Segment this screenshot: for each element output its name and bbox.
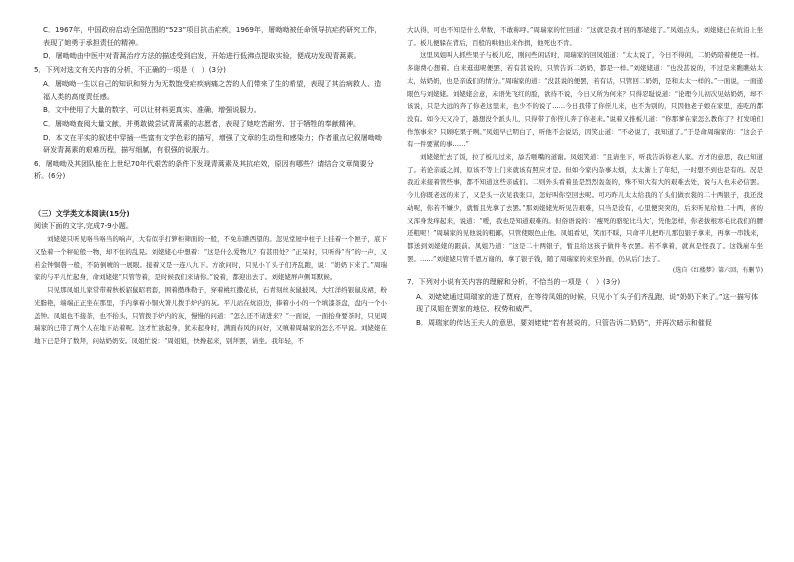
q5-option-c: C．屠呦呦查阅大量文献，并勇敢做尝试青蒿素的志愿者，表现了她吃苦耐劳、甘于牺牲的奉献精神。 bbox=[43, 119, 361, 129]
reading-instruction: 阅读下面的文字,完成7-9小题。 bbox=[34, 220, 133, 230]
passage-paragraph: 这里凤姐叫人抓些果子与板儿吃，刚问些闲话时，周瑞家的回凤姐道：“太太说了，今日不得闲，二奶奶陪着便是一样。多谢费心想着。白来逛逛呢便罢，若有甚说的，只管告诉二奶奶，都是一样。”刘姥姥道：“也没甚说的，不过是来瞧瞧姑太太，姑奶奶，也是亲戚们的情分。”周瑞家的道：“没甚说的便罢，若有话，只管回二奶奶，是和太太一样的。”一面说，一面递眼色与刘姥姥。刘姥姥会意，未语先飞红的脸，欲待不说，今日又所为何来？只得忍耻说道：“论理今儿初次见姑奶奶，却不该说，只是大远的奔了你老这里来，也少不的说了……今日我带了你侄儿来，也不为别的，只因他老子娘在家里，连吃的都没有。如今天又冷了，越想没个派头儿，只得带了你侄儿奔了你老来。”说着又推板儿道：“你那爹在家怎么教你了？打发咱们作煞事来？只顾吃果子咧。”凤姐早已明白了，听他不会说话，因笑止道：“不必说了，我知道了。”于是命周瑞家的：“这会子有一件要紧的事……” bbox=[407, 51, 763, 149]
answer-space bbox=[34, 185, 387, 205]
q7-stem: 7．下列对小说有关内容的理解和分析，不恰当的一项是（ ）(3分) bbox=[407, 277, 621, 287]
right-column bbox=[407, 24, 763, 331]
q5-option-d: D．本文在平实的叙述中穿插一些富有文学色彩的描写，增强了文章的生动性和感染力；作者重点记叙屠呦呦研发青蒿素的艰难历程，描写细腻，有很强的说服力。 bbox=[43, 132, 382, 155]
q4-option-d: D．屠呦呦由中医中对青蒿治疗方法的描述受到启发，开始进行低沸点提取实验，便成功发现青蒿素。 bbox=[43, 51, 361, 61]
q4-option-c: C．1967年，中国政府启动全国范围的“523”项目抗击疟疾，1969年，屠呦呦被任命领导抗疟药研究工作，表现了她勇于承担责任的精神。 bbox=[43, 25, 382, 47]
q5-option-a: A．屠呦呦一生以自己的知识和努力为无数饱受疟疾病痛之苦的人们带来了生的希望，表现了其治病救人、造福人类的高度责任感。 bbox=[43, 79, 382, 101]
q5-option-b: B．文中使用了大量的数字，可以让材料更真实、准确，增强说服力。 bbox=[43, 105, 261, 115]
left-column bbox=[34, 24, 387, 348]
passage-paragraph: 刘姥姥忙去了饭，拉了板儿过来，舔舌咂嘴的道谢。凤姐笑道：“且请坐下，听我告诉你老人家。方才的意思，我已知道了。若论亲戚之间，原该不等上门来就该有照应才是。但如今家内杂事太烦，太太渐上了年纪，一时想不到也是有的。况是我近来接着管些事，都不知道这些亲戚们。二则外头看着虽是烈烈轰轰的，殊不知大有大的艰难去处，说与人也未必信罢。今儿你既老远的来了，又是头一次见我张口，怎好叫你空回去呢。可巧昨儿太太给我的丫头们做衣裳的二十两银子，我还没动呢，你若不嫌少，就暂且先拿了去罢。”那刘姥姥先听见告艰难，只当是没有，心里便突突的，后来听见给他二十两，喜的又浑身发痒起来，说道：“嗳，我也是知道艰难的。但俗语说的：‘瘦死的骆驼比马大’，凭他怎样，你老拔根寒毛比我们的腰还粗呢！”周瑞家的见他说的粗鄙，只管使眼色止他。凤姐看见，笑而不睬，只命平儿把昨儿那包银子拿来，再拿一串钱来，都送到刘姥姥的跟前。凤姐乃道：“这是二十两银子，暂且给这孩子做件冬衣罢。若不拿着，就真是怪我了。这钱雇车坐罢。……”刘姥姥只管千恩万谢的，拿了银子钱，随了周瑞家的来至外面，仍从后门去了。 bbox=[407, 153, 763, 263]
passage-paragraph: 刘姥姥只听见咯当咯当的响声，大有似乎打箩柜筛面的一般，不免东瞧西望的。忽见堂屋中柱子上挂着一个匣子，底下又坠着一个秤砣般一物，却不住的乱晃。刘姥姥心中想着：“这是什么爱物儿？有甚用处？”正呆时，只听得“当”的一声，又若金钟铜磬一般，不防倒唬的一展眼。接着又是一连八九下。方欲问时，只见小丫头子们齐乱跑，说：“奶奶下来了。”周瑞家的与平儿忙起身，命刘姥姥“只管等着，是时候我们来请你。”说着，都迎出去了。刘姥姥屏声侧耳默候。 bbox=[34, 235, 387, 282]
passage-paragraph: 只见那凤姐儿家常带着秋板貂鼠昭君套，围着攒珠勒子，穿着桃红撒花袄，石青刻丝灰鼠披风，大红洋绉银鼠皮裙，粉光脂艳，端端正正坐在那里，手内拿着小铜火箸儿拨手炉内的灰。平儿站在炕沿边，捧着小小的一个填漆茶盘，盘内一个小盖钟。凤姐也不接茶，也不抬头，只管拨手炉内的灰，慢慢的问道：“怎么还不请进来？”一面说，一面抬身要茶时，只见周瑞家的已带了两个人在地下站着呢。这才忙欲起身，犹未起身时，满面春风的问好，又嗔着周瑞家的怎么不早说。刘姥姥在地下已是拜了数拜，问姑奶奶安。凤姐忙说：“周姐姐，快搀起来，别拜罢，请坐。我年轻，不 bbox=[34, 286, 387, 345]
passage-source: (选自《红楼梦》第六回，有删节) bbox=[672, 267, 763, 275]
q5-stem: 5．下列对选文有关内容的分析，不正确的一项是（ ）(3分) bbox=[34, 64, 226, 74]
q7-option-b: B．周瑞家的传达王夫人的意思，要刘姥姥“若有甚说的，只管告诉二奶奶”，并再次暗示和催促 bbox=[416, 318, 712, 328]
passage-paragraph: 大认得，可也不知是什么辈数，不敢称呼。”周瑞家的忙回道：“这就是我才回的那姥姥了。”凤姐点头。刘姥姥已在炕沿上坐了。板儿便躲在背后，百般的哄他出来作揖，他死也不肯。 bbox=[407, 26, 763, 47]
q6-stem: 6．屠呦呦及其团队能在上世纪70年代艰苦的条件下发现青蒿素及其抗疟效，原因有哪些？请结合文章简要分析。(6分) bbox=[34, 158, 374, 181]
q7-option-a: A．刘姥姥通过周瑞家的进了贾府，在等待凤姐的时候，只见小丫头子们齐乱跑，说“奶奶下来了。”这一描写体现了凤姐在贾家的地位、权势和威严。 bbox=[416, 291, 759, 314]
section-title: （三）文学类文本阅读(15分) bbox=[34, 208, 130, 218]
